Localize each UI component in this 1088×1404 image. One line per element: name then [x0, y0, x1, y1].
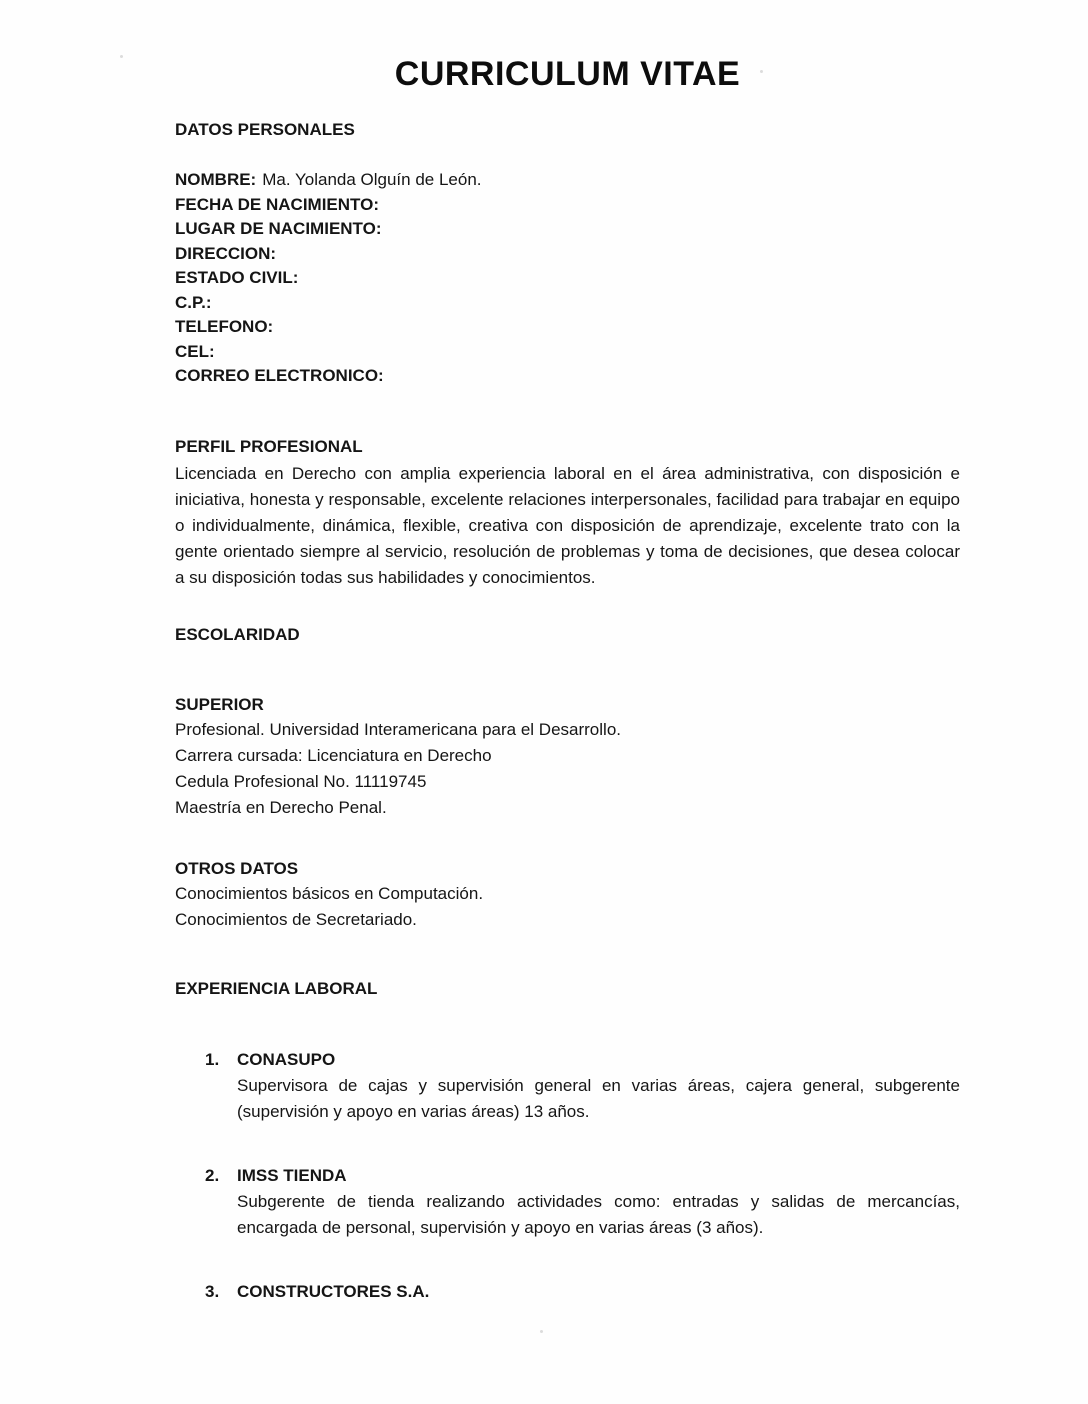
- otros-datos-line: Conocimientos de Secretariado.: [175, 909, 417, 929]
- experience-item-header: [175, 1279, 960, 1305]
- experience-item-number: 1.: [205, 1049, 220, 1069]
- field-label: TELEFONO:: [175, 317, 274, 336]
- field-label: ESTADO CIVIL:: [175, 268, 299, 287]
- field-label: NOMBRE:: [175, 170, 257, 189]
- field-label: FECHA DE NACIMIENTO:: [175, 194, 379, 214]
- field-label: C.P.:: [175, 292, 212, 312]
- experience-item-conasupo: [175, 1047, 960, 1125]
- field-lugar-nacimiento: [175, 217, 960, 242]
- field-fecha-nacimiento: [175, 193, 960, 218]
- education-line: Profesional. Universidad Interamericana para el Desarrollo.: [175, 719, 621, 739]
- field-direccion: [175, 242, 960, 267]
- field-cp: [175, 291, 960, 316]
- section-escolaridad: [175, 623, 960, 821]
- datos-personales-heading: DATOS PERSONALES: [175, 120, 355, 139]
- experience-item-imss-tienda: [175, 1163, 960, 1241]
- section-otros-datos: [175, 857, 960, 933]
- field-label: LUGAR DE NACIMIENTO:: [175, 219, 382, 238]
- field-value: Ma. Yolanda Olguín de León.: [262, 170, 482, 189]
- page-title: CURRICULUM VITAE: [394, 55, 741, 93]
- field-nombre: [175, 168, 960, 193]
- scan-speck: [760, 70, 763, 73]
- field-label: CEL:: [175, 341, 215, 361]
- scan-speck: [120, 55, 123, 58]
- experiencia-laboral-heading: EXPERIENCIA LABORAL: [175, 978, 378, 998]
- experience-item-header: [175, 1163, 960, 1189]
- experience-item-constructores: [175, 1279, 960, 1305]
- experience-item-title: IMSS TIENDA: [237, 1165, 347, 1185]
- personal-fields: [175, 168, 960, 389]
- otros-datos-line: Conocimientos básicos en Computación.: [175, 883, 484, 903]
- experience-item-number: 2.: [205, 1165, 220, 1185]
- otros-datos-heading: OTROS DATOS: [175, 858, 299, 878]
- experience-item-description: Subgerente de tienda realizando actividades como: entradas y salidas de mercancías, encargada de personal, supervisión y apoyo en varias áreas (3 años).: [237, 1191, 960, 1237]
- education-line: Carrera cursada: Licenciatura en Derecho: [175, 745, 492, 765]
- section-experiencia-laboral: [175, 977, 960, 1305]
- field-label: DIRECCION:: [175, 243, 277, 263]
- field-correo-electronico: [175, 364, 960, 389]
- experience-list: [175, 1047, 960, 1305]
- experience-item-title: CONASUPO: [237, 1049, 336, 1069]
- field-cel: [175, 340, 960, 365]
- perfil-profesional-heading: PERFIL PROFESIONAL: [175, 436, 363, 456]
- escolaridad-heading: ESCOLARIDAD: [175, 624, 300, 644]
- experience-item-title: CONSTRUCTORES S.A.: [237, 1281, 430, 1301]
- experience-item-header: [175, 1047, 960, 1073]
- superior-subheading: SUPERIOR: [175, 694, 264, 714]
- field-telefono: [175, 315, 960, 340]
- experience-item-description: Supervisora de cajas y supervisión general en varias áreas, cajera general, subgerente (supervisión y apoyo en varias áreas) 13 años.: [237, 1075, 960, 1121]
- scan-speck: [540, 1330, 543, 1333]
- education-line: Cedula Profesional No. 11119745: [175, 771, 427, 791]
- section-datos-personales: [175, 118, 960, 389]
- section-perfil-profesional: [175, 435, 960, 591]
- perfil-profesional-text: Licenciada en Derecho con amplia experiencia laboral en el área administrativa, con disposición e iniciativa, honesta y responsable, excelente relaciones interpersonales, facilidad para trabajar en equipo o individualmente, dinámica, flexible, creativa con disposición de aprendizaje, excelente trato con la gente orientado siempre al servicio, resolución de problemas y toma de decisiones, que desea colocar a su disposición todas sus habilidades y conocimientos.: [175, 463, 960, 587]
- escolaridad-superior-block: [175, 693, 960, 821]
- experience-item-number: 3.: [205, 1281, 220, 1301]
- education-line: Maestría en Derecho Penal.: [175, 797, 387, 817]
- field-estado-civil: [175, 266, 960, 291]
- field-label: CORREO ELECTRONICO:: [175, 366, 384, 385]
